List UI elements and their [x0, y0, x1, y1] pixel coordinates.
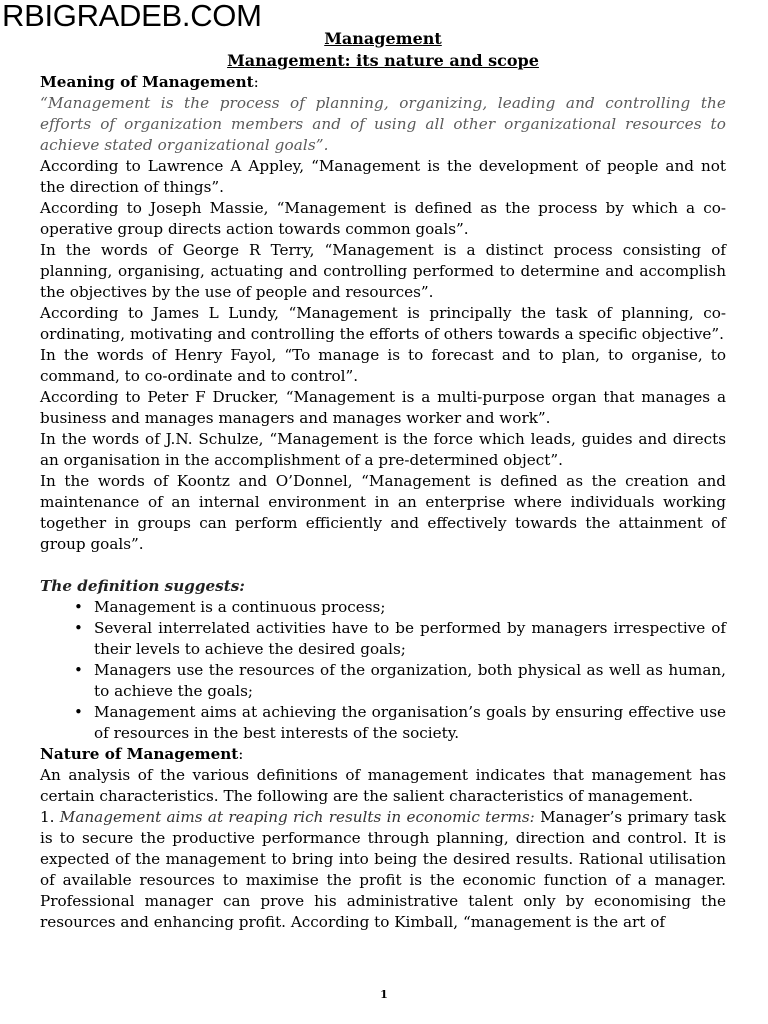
paragraph-gap	[40, 555, 726, 576]
point-title: Management aims at reaping rich results in economic terms:	[59, 808, 535, 826]
nature-point-1	[40, 807, 726, 933]
definition-terry: In the words of George R Terry, “Management is a distinct process consisting of planning, organising, actuating and controlling performed to determine and accomplish the objectives by the use of people and resources”.	[40, 241, 726, 301]
point-text: Manager’s primary task is to secure the productive performance through planning, direction and control. It is expected of the management to bring into being the desired results. Rational utilisation of available resources to maximise the profit is the economic function of a manager. Professional manager can prove his administrative talent only by economising the resources and enhancing profit. According to Kimball, “management is the art of	[40, 808, 726, 931]
list-item: • Management aims at achieving the organisation’s goals by ensuring effective use of resources in the best interests of the society.	[94, 702, 726, 744]
definition-fayol: In the words of Henry Fayol, “To manage is to forecast and to plan, to organise, to command, to co-ordinate and to control”.	[40, 346, 726, 385]
nature-heading-colon: :	[238, 745, 244, 763]
definition-schulze: In the words of J.N. Schulze, “Management is the force which leads, guides and directs an organisation in the accomplishment of a pre-determined object”.	[40, 430, 726, 469]
nature-heading-line	[40, 744, 726, 765]
list-item: • Several interrelated activities have to be performed by managers irrespective of their levels to achieve the desired goals;	[94, 618, 726, 660]
document-subtitle: Management: its nature and scope	[227, 51, 539, 70]
watermark-logo-text: RBIGRADEB.COM	[2, 0, 262, 33]
definition-koontz: In the words of Koontz and O’Donnel, “Management is defined as the creation and maintenance of an internal environment in an enterprise where individuals working together in groups can perform efficiently and effectively towards the attainment of group goals”.	[40, 472, 726, 553]
meaning-heading-colon: :	[253, 73, 259, 91]
point-number: 1.	[40, 808, 60, 826]
definition-quote: “Management is the process of planning, organizing, leading and controlling the efforts of organization members and of using all other organizational resources to achieve stated organizational goals”.	[40, 94, 726, 154]
suggests-list	[40, 597, 726, 744]
list-item: • Managers use the resources of the organization, both physical as well as human, to achieve the goals;	[94, 660, 726, 702]
nature-heading: Nature of Management	[40, 745, 239, 763]
definition-lundy: According to James L Lundy, “Management is principally the task of planning, co-ordinating, motivating and controlling the efforts of others towards a specific objective”.	[40, 304, 726, 343]
document-title: Management	[324, 29, 442, 48]
definition-drucker: According to Peter F Drucker, “Management is a multi-purpose organ that manages a business and manages managers and manages worker and work”.	[40, 388, 726, 427]
definition-appley: According to Lawrence A Appley, “Management is the development of people and not the direction of things”.	[40, 157, 726, 196]
list-item: • Management is a continuous process;	[94, 597, 726, 618]
nature-intro: An analysis of the various definitions of management indicates that management has certain characteristics. The following are the salient characteristics of management.	[40, 766, 726, 805]
definition-massie: According to Joseph Massie, “Management is defined as the process by which a co-operative group directs action towards common goals”.	[40, 199, 726, 238]
suggests-heading: The definition suggests:	[40, 577, 245, 595]
meaning-heading: Meaning of Management	[40, 73, 254, 91]
meaning-heading-line	[40, 72, 726, 93]
document-page	[40, 28, 726, 933]
page-number: 1	[380, 988, 388, 1001]
